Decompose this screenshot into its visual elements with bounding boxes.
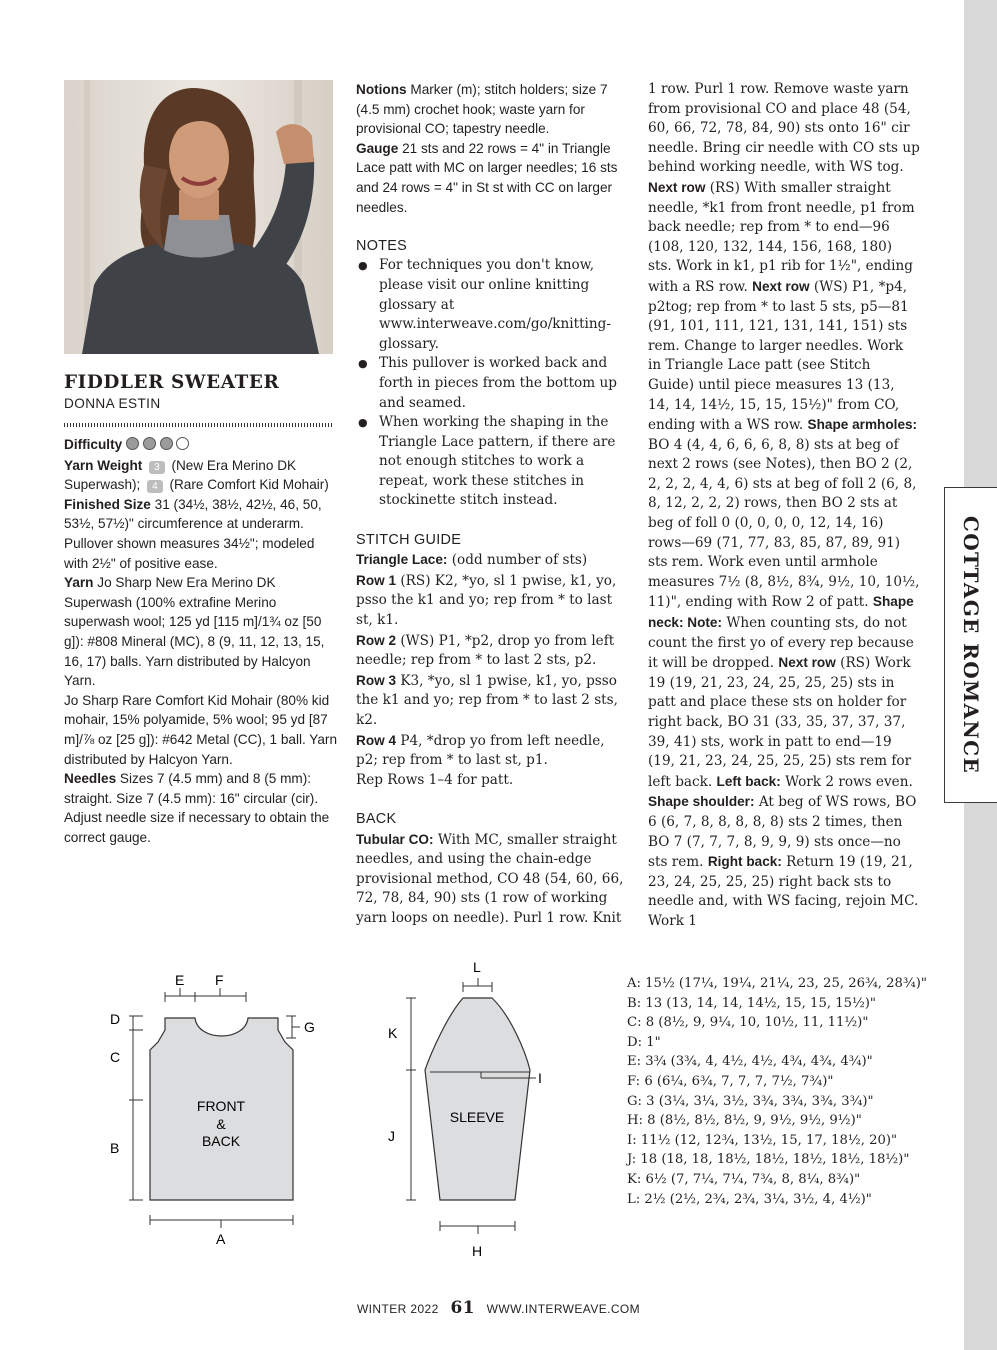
stitch-guide-heading: STITCH GUIDE <box>356 531 462 548</box>
measurement-item: J: 18 (18, 18, 18½, 18½, 18½, 18½, 18½)" <box>627 1152 910 1168</box>
finished-size-label: Finished Size <box>64 496 151 512</box>
page-number: 61 <box>450 1298 475 1318</box>
sleeve-shape <box>425 998 530 1200</box>
measurement-item: E: 3¾ (3¾, 4, 4½, 4½, 4¾, 4¾, 4¾)" <box>627 1054 873 1070</box>
section-label: COTTAGE ROMANCE <box>959 515 983 775</box>
measurement-item: A: 15½ (17¼, 19¼, 21¼, 23, 25, 26¾, 28¾)" <box>627 976 927 991</box>
sleeve-label: SLEEVE <box>449 1109 505 1125</box>
yarn-weight-line <box>64 456 339 495</box>
yarn-weight-label: Yarn Weight <box>64 457 143 473</box>
shape-armholes-label: Shape armholes: <box>807 417 918 433</box>
notions <box>356 80 628 139</box>
instr-7: Work 2 rows even. <box>785 773 913 790</box>
next-row-label: Next row <box>752 278 810 294</box>
shape-neck-label: Shape neck: Note: <box>648 594 914 631</box>
yarn-weight-2-text: (Rare Comfort Kid Mohair) <box>169 477 329 493</box>
yarn-weight-4-icon: 4 <box>147 480 163 493</box>
row-1-label: Row 1 <box>356 572 397 588</box>
yarn-weight-3-icon: 3 <box>149 461 165 474</box>
instr-3: (WS) P1, *p4, p2tog; rep from * to last 5 sts, p5—81 (91, 101, 111, 121, 131, 141, 151) sts rem. Change to larger needles. Work in Triangle Lace patt (see Stitch Guide) until piece measures 13 (13, 14, 14, 14½, 15, 15, 15½)" from CO, ending with a WS row. <box>648 278 909 434</box>
measurement-item: D: 1" <box>627 1034 661 1050</box>
back-instructions <box>648 80 920 932</box>
yarn <box>64 573 339 691</box>
instr-9: Return 19 (19, 21, 23, 24, 25, 25, 25) right back sts to needle and, with WS facing, rejoin MC. Work 1 <box>648 854 919 929</box>
note-item: ● For techniques you don't know, please visit our online knitting glossary at www.interweave.com/go/knitting-glossary. <box>356 256 628 354</box>
row-2 <box>356 631 628 671</box>
right-back-label: Right back: <box>707 854 782 870</box>
back-heading: BACK <box>356 810 397 827</box>
row-3-text: K3, *yo, sl 1 pwise, k1, yo, psso the k1 and yo; rep from * to last 2 sts, k2. <box>356 672 618 728</box>
yarn-text-1: Jo Sharp New Era Merino DK Superwash (100% extrafine Merino superwash wool; 125 yd [115 m]/1¾ oz [50 g]): #808 Mineral (MC), 8 (9, 11, 12, 13, 15, 16, 17) balls. Yarn distributed by Halcyon Yarn. <box>64 575 325 689</box>
model-photo-illustration <box>64 80 333 354</box>
instr-1: 1 row. Purl 1 row. Remove waste yarn from provisional CO and place 48 (54, 60, 66, 72, 78, 84, 90) sts onto 16" cir needle. Bring cir needle with CO sts up behind working needle, with WS tog. <box>648 81 920 176</box>
measurement-item: I: 11½ (12, 12¾, 13½, 15, 17, 18½, 20)" <box>627 1132 898 1148</box>
label-E: E <box>175 972 185 988</box>
measurement-item: G: 3 (3¼, 3¼, 3½, 3¾, 3¾, 3¾, 3¾)" <box>627 1093 874 1109</box>
measurement-item: F: 6 (6¼, 6¾, 7, 7, 7, 7½, 7¾)" <box>627 1073 834 1089</box>
label-J: J <box>388 1128 395 1144</box>
label-I: I <box>538 1070 542 1086</box>
triangle-lace-text: (odd number of sts) <box>451 552 588 569</box>
difficulty-line <box>64 435 339 456</box>
column-1 <box>64 435 339 847</box>
finished-size-text: 31 (34½, 38½, 42½, 46, 50, 53½, 57½)" circumference at underarm. Pullover shown measures 34½"; modeled with 2½" of positive ease. <box>64 496 322 571</box>
next-row-label: Next row <box>648 179 706 195</box>
notes-heading: NOTES <box>356 237 408 254</box>
gauge-label: Gauge <box>356 140 399 156</box>
notes-list <box>356 256 628 511</box>
row-1-text: (RS) K2, *yo, sl 1 pwise, k1, yo, psso the k1 and yo; rep from * to last st, k1. <box>356 572 617 629</box>
section-tab <box>944 487 997 803</box>
page-footer <box>0 1298 997 1318</box>
label-A: A <box>216 1231 226 1247</box>
needles <box>64 769 339 847</box>
instr-4: BO 4 (4, 4, 6, 6, 6, 8, 8) sts at beg of next 2 rows (see Notes), then BO 2 (2, 2, 2, 2, 4, 4, 6) sts at beg of foll 2 (6, 8, 8, 12, 2, 2, 2) rows, then BO 2 sts at beg of foll 0 (0, 0, 0, 0, 12, 14, 16) rows—69 (71, 77, 83, 85, 87, 89, 91) sts rem. Work even until armhole measures 7½ (8, 8½, 8¾, 9½, 10, 10½, 11)", ending with Row 2 of patt. <box>648 436 920 611</box>
instr-8: At beg of WS rows, BO 6 (6, 7, 8, 8, 8, 8, 8) sts 2 times, then BO 7 (7, 7, 7, 8, 9, 9, 9) sts once—no sts rem. <box>648 794 917 871</box>
measurement-item: B: 13 (13, 14, 14, 14½, 15, 15, 15½)" <box>627 995 876 1011</box>
instr-5: When counting sts, do not count the first yo of every rep because it will be dropped. <box>648 615 914 672</box>
shape-shoulder-label: Shape shoulder: <box>648 794 755 810</box>
gauge-text: 21 sts and 22 rows = 4" in Triangle Lace patt with MC on larger needles; 16 sts and 24 rows = 4" in St st with CC on larger needles. <box>356 140 618 215</box>
tubular-co-text: With MC, smaller straight needles, and using the chain-edge provisional method, CO 48 (54, 60, 66, 72, 78, 84, 90) sts (1 row of working yarn loops on needle). Purl 1 row. Knit <box>356 831 624 926</box>
body-label-2: & <box>216 1116 226 1132</box>
left-back-label: Left back: <box>716 773 781 789</box>
row-4-label: Row 4 <box>356 732 397 748</box>
column-2 <box>356 80 628 929</box>
label-H: H <box>472 1243 483 1259</box>
needles-text: Sizes 7 (4.5 mm) and 8 (5 mm): straight. Size 7 (4.5 mm): 16" circular (cir). Adjust needle size if necessary to obtain the correct gauge. <box>64 771 330 845</box>
difficulty-label: Difficulty <box>64 437 123 452</box>
repeat-rows: Rep Rows 1–4 for patt. <box>356 771 514 788</box>
next-row-label: Next row <box>778 655 836 671</box>
website-label: WWW.INTERWEAVE.COM <box>486 1302 641 1316</box>
note-item: ● This pullover is worked back and forth in pieces from the bottom up and seamed. <box>356 354 628 413</box>
note-item: ● When working the shaping in the Triangle Lace pattern, if there are not enough stitches to work a repeat, work these stitches in stockinette stitch instead. <box>356 413 628 511</box>
difficulty-rating-icon <box>126 436 189 456</box>
measurement-item: H: 8 (8½, 8½, 8½, 9, 9½, 9½, 9½)" <box>627 1113 862 1129</box>
schematic-diagram <box>0 950 620 1270</box>
notions-text: Marker (m); stitch holders; size 7 (4.5 mm) crochet hook; waste yarn for provisional CO; tapestry needle. <box>356 82 608 137</box>
row-1 <box>356 571 628 631</box>
label-D: D <box>110 1011 121 1027</box>
yarn-weight-1-text: (New Era Merino DK Superwash); <box>64 457 297 493</box>
row-3 <box>356 671 628 731</box>
body-label-1: FRONT <box>196 1098 246 1114</box>
triangle-lace <box>356 550 628 571</box>
measurement-item: L: 2½ (2½, 2¾, 2¾, 3¼, 3½, 4, 4½)" <box>627 1191 872 1207</box>
issue-label: WINTER 2022 <box>356 1302 439 1316</box>
model-photo <box>64 80 333 354</box>
tubular-co-label: Tubular CO: <box>356 831 434 847</box>
pattern-title: FIDDLER SWEATER <box>64 372 280 393</box>
label-K: K <box>388 1025 398 1041</box>
designer-name: DONNA ESTIN <box>64 396 161 411</box>
measurements-list <box>627 974 927 1209</box>
gauge <box>356 139 628 217</box>
instr-2: (RS) With smaller straight needle, *k1 from front needle, p1 from back needle; rep from * to end—96 (108, 120, 132, 144, 156, 168, 180) sts. Work in k1, p1 rib for 1½", ending with a RS row. <box>648 179 915 295</box>
needles-label: Needles <box>64 771 117 787</box>
row-2-text: (WS) P1, *p2, drop yo from left needle; rep from * to last 2 sts, p2. <box>356 632 615 669</box>
instr-6: (RS) Work 19 (19, 21, 23, 24, 25, 25, 25) sts in patt and place these sts on holder for right back, BO 31 (33, 35, 37, 37, 37, 39, 41) sts, work in patt to end—19 (19, 21, 23, 24, 25, 25, 25) sts rem for left back. <box>648 655 912 790</box>
row-3-label: Row 3 <box>356 672 397 688</box>
yarn-2: Jo Sharp Rare Comfort Kid Mohair (80% kid mohair, 15% polyamide, 5% wool; 95 yd [87 m]/⅞ oz [25 g]): #642 Metal (CC), 1 ball. Yarn distributed by Halcyon Yarn. <box>64 692 338 767</box>
label-L: L <box>473 959 481 975</box>
label-B: B <box>110 1140 120 1156</box>
finished-size <box>64 495 339 573</box>
row-4 <box>356 731 628 771</box>
label-F: F <box>215 972 224 988</box>
column-3 <box>648 80 920 932</box>
measurement-item: K: 6½ (7, 7¼, 7¼, 7¾, 8, 8¼, 8¾)" <box>627 1171 861 1187</box>
measurement-item: C: 8 (8½, 9, 9¼, 10, 10½, 11, 11½)" <box>627 1015 869 1031</box>
body-label-3: BACK <box>201 1133 241 1149</box>
label-G: G <box>304 1019 315 1035</box>
notions-label: Notions <box>356 82 407 97</box>
tubular-co <box>356 830 628 929</box>
label-C: C <box>110 1049 121 1065</box>
row-4-text: P4, *drop yo from left needle, p2; rep from * to last st, p1. <box>356 732 605 769</box>
yarn-label: Yarn <box>64 575 94 591</box>
triangle-lace-label: Triangle Lace: <box>356 552 448 568</box>
dotted-divider <box>64 423 333 427</box>
row-2-label: Row 2 <box>356 632 397 648</box>
